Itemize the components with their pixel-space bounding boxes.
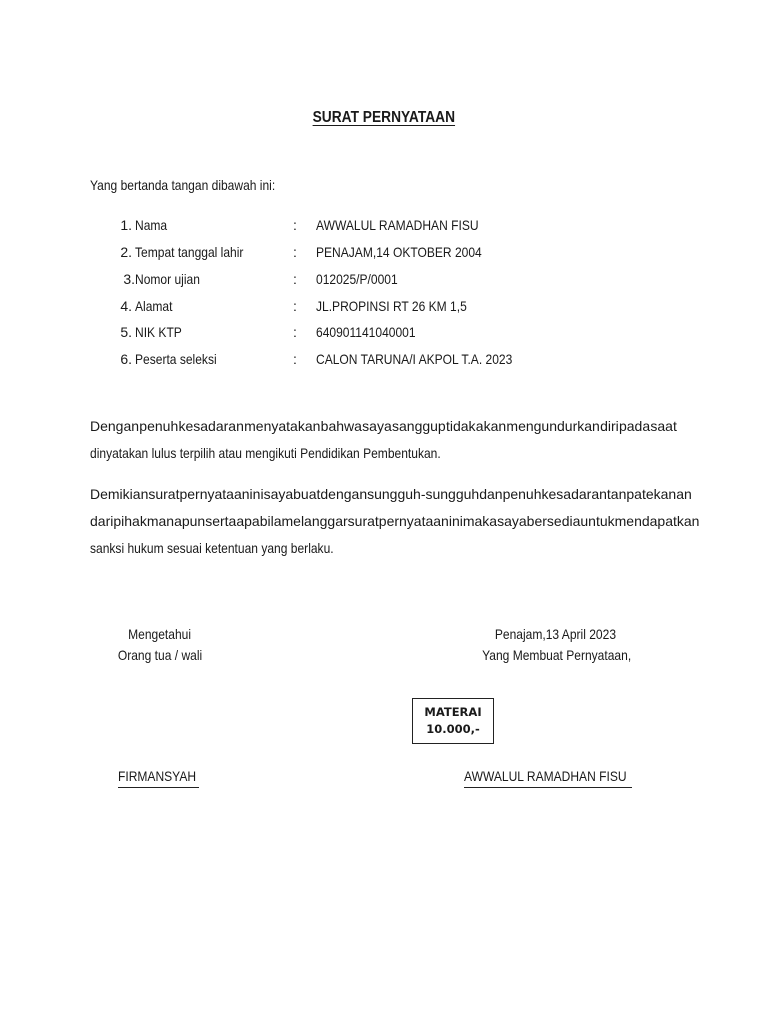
paragraph-word: ini [448,513,463,529]
paragraph-word: serta [205,513,237,529]
paragraph-word: saat [650,418,677,434]
left-signature-line2: Orang tua / wali [117,647,203,663]
paragraph-word: dan [479,486,503,502]
paragraph-line [90,413,677,440]
field-value: 012025/P/0001 [316,271,398,287]
paragraph-word: maka [462,513,498,529]
paragraph-word: mengundurkan [506,418,600,434]
left-signature-name: FIRMANSYAH [118,768,199,788]
paragraph-word: penuh [502,486,542,502]
field-value: 640901141040001 [316,324,416,340]
paragraph-word: pada [618,418,651,434]
field-colon: : [293,271,297,287]
field-number: 1. [120,217,132,233]
paragraph-word: tanpa [606,486,642,502]
paragraph-commitment [90,413,677,467]
paragraph-line [90,508,700,535]
field-colon: : [293,351,297,367]
paragraph-word: tidak [445,418,476,434]
field-number: 5. [120,324,132,340]
paragraph-word: kesadaran [541,486,607,502]
field-label: Tempat tanggal lahir [135,244,244,260]
field-row-nomor-ujian [0,271,768,291]
paragraph-word: saya [362,418,392,434]
paragraph-word: diri [600,418,619,434]
paragraph-word: apabila [236,513,282,529]
paragraph-word: pernyataan [179,486,250,502]
paragraph-word: saya [263,486,294,502]
field-colon: : [293,217,297,233]
materai-stamp-box [412,698,494,744]
materai-value: 10.000,- [426,722,480,736]
paragraph-word: pihak [113,513,147,529]
paragraph-closing [90,481,700,562]
paragraph-word: pernyataan [378,513,449,529]
paragraph-word: tekanan [641,486,692,502]
paragraph-word: ini [249,486,264,502]
paragraph-word: surat [148,486,180,502]
paragraph-word: mendapatkan [614,513,700,529]
paragraph-line: sanksi hukum sesuai ketentuan yang berlaku. [90,540,334,556]
paragraph-word: Demikian [90,486,149,502]
field-number: 4. [120,298,132,314]
paragraph-word: melanggar [281,513,348,529]
field-label: Nomor ujian [135,271,200,287]
signature-place-date: Penajam,13 April 2023 [494,626,616,642]
field-row-nama [0,217,768,237]
field-row-tempat-tanggal-lahir [0,244,768,264]
paragraph-word: manapun [146,513,206,529]
paragraph-line: dinyatakan lulus terpilih atau mengikuti Pendidikan Pembentukan. [90,445,441,461]
field-number: 2. [120,244,132,260]
field-label: Alamat [135,298,173,314]
field-value: JL.PROPINSI RT 26 KM 1,5 [316,298,467,314]
document-title: SURAT PERNYATAAN [312,109,456,126]
paragraph-word: surat [347,513,379,529]
paragraph-word: Dengan [90,418,140,434]
field-row-alamat [0,298,768,318]
field-number: 3. [123,271,135,287]
paragraph-word: kesadaran [178,418,244,434]
left-signature-line1: Mengetahui [128,626,192,642]
field-colon: : [293,298,297,314]
paragraph-word: saya [497,513,527,529]
paragraph-word: untuk [580,513,615,529]
paragraph-word: akan [475,418,507,434]
right-signature-name: AWWALUL RAMADHAN FISU [464,768,632,788]
field-value: CALON TARUNA/I AKPOL T.A. 2023 [316,351,513,367]
paragraph-word: penuh [139,418,179,434]
intro-text: Yang bertanda tangan dibawah ini: [90,177,276,193]
field-row-nik-ktp [0,324,768,344]
field-colon: : [293,244,297,260]
paragraph-word: buat [293,486,321,502]
left-signature-heading [100,626,220,668]
paragraph-word: dengan [320,486,368,502]
paragraph-word: bahwa [320,418,362,434]
field-value: PENAJAM,14 OKTOBER 2004 [316,244,482,260]
field-label: NIK KTP [135,324,182,340]
field-colon: : [293,324,297,340]
paragraph-word: sanggup [392,418,446,434]
signature-role: Yang Membuat Pernyataan, [482,647,632,663]
right-signature-heading [470,626,640,668]
paragraph-word: bersedia [526,513,581,529]
paragraph-word: sungguh-sungguh [367,486,480,502]
field-label: Peserta seleksi [135,351,217,367]
paragraph-word: menyatakan [244,418,321,434]
materai-label: MATERAI [424,705,482,719]
field-row-peserta-seleksi [0,351,768,371]
paragraph-line [90,481,692,508]
paragraph-word: dari [90,513,114,529]
field-label: Nama [135,217,168,233]
field-value: AWWALUL RAMADHAN FISU [316,217,479,233]
field-number: 6. [120,351,132,367]
